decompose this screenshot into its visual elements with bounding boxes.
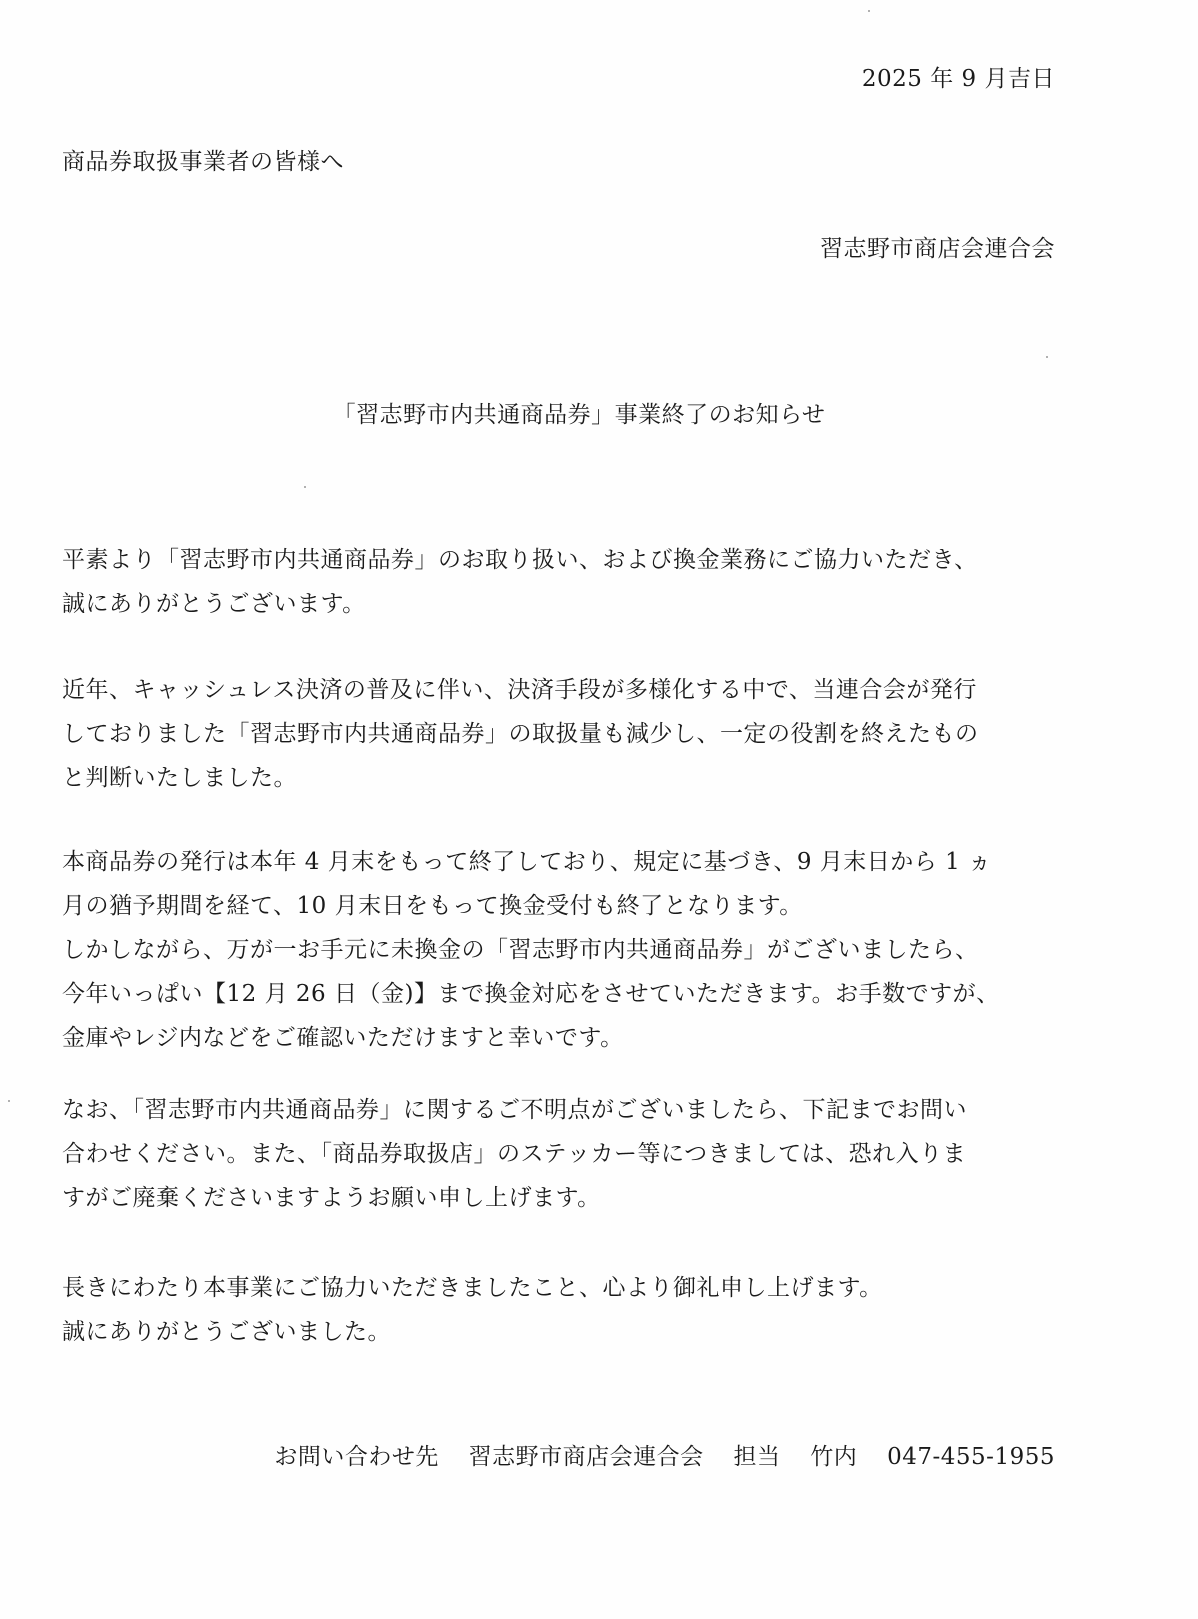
contact-person: 竹内 bbox=[810, 1444, 858, 1470]
paragraph-line: なお、「習志野市内共通商品券」に関するご不明点がございましたら、下記までお問い bbox=[62, 1097, 967, 1123]
paragraph-line: 金庫やレジ内などをご確認いただけますと幸いです。 bbox=[62, 1025, 624, 1051]
paragraph-line: 誠にありがとうございます。 bbox=[62, 591, 366, 617]
document-date: 2025 年 9 月吉日 bbox=[861, 66, 1055, 92]
document-title: 「習志野市内共通商品券」事業終了のお知らせ bbox=[332, 402, 826, 428]
scan-speck bbox=[8, 1100, 10, 1102]
sender-organization: 習志野市商店会連合会 bbox=[820, 236, 1055, 262]
contact-info bbox=[274, 1442, 1055, 1472]
paragraph-line: 月の猶予期間を経て、10 月末日をもって換金受付も終了となります。 bbox=[62, 893, 803, 919]
contact-organization: 習志野市商店会連合会 bbox=[468, 1444, 704, 1470]
contact-phone: 047-455-1955 bbox=[887, 1444, 1055, 1470]
paragraph-line: すがご廃棄くださいますようお願い申し上げます。 bbox=[62, 1185, 601, 1211]
scan-speck bbox=[868, 10, 870, 12]
paragraph-line: と判断いたしました。 bbox=[62, 765, 297, 791]
paragraph-line: 近年、キャッシュレス決済の普及に伴い、決済手段が多様化する中で、当連合会が発行 bbox=[62, 677, 977, 703]
contact-label: お問い合わせ先 bbox=[274, 1444, 439, 1470]
paragraph-line: 合わせください。また、「商品券取扱店」のステッカー等につきましては、恐れ入りま bbox=[62, 1141, 967, 1167]
paragraph-closing bbox=[62, 1266, 1062, 1354]
paragraph-line: 長きにわたり本事業にご協力いただきましたこと、心より御礼申し上げます。 bbox=[62, 1275, 883, 1301]
paragraph-background bbox=[62, 668, 1062, 800]
paragraph-inquiries bbox=[62, 1088, 1062, 1220]
contact-person-label: 担当 bbox=[733, 1444, 781, 1470]
paragraph-schedule bbox=[62, 840, 1062, 1060]
scan-speck bbox=[1046, 356, 1048, 358]
paragraph-line: 誠にありがとうございました。 bbox=[62, 1319, 391, 1345]
paragraph-line: しておりました「習志野市内共通商品券」の取扱量も減少し、一定の役割を終えたもの bbox=[62, 721, 979, 747]
paragraph-line: 今年いっぱい【12 月 26 日（金)】まで換金対応をさせていただきます。お手数ですが、 bbox=[62, 981, 1000, 1007]
addressee: 商品券取扱事業者の皆様へ bbox=[62, 149, 344, 175]
paragraph-line: 本商品券の発行は本年 4 月末をもって終了しており、規定に基づき、9 月末日から 1 ヵ bbox=[62, 849, 992, 875]
paragraph-line: しかしながら、万が一お手元に未換金の「習志野市内共通商品券」がございましたら、 bbox=[62, 937, 979, 963]
paragraph-line: 平素より「習志野市内共通商品券」のお取り扱い、および換金業務にご協力いただき、 bbox=[62, 547, 978, 573]
paragraph-greeting bbox=[62, 538, 1062, 626]
scan-speck bbox=[304, 486, 306, 488]
